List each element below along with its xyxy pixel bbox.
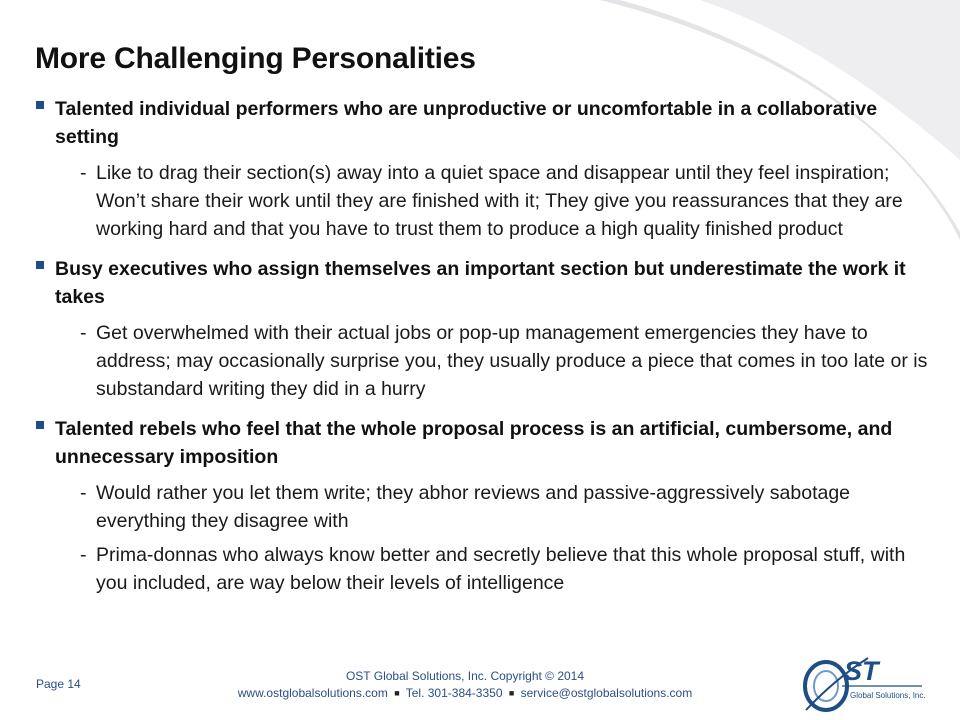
bullet-item [30, 415, 935, 597]
logo-sub-text: Global Solutions, Inc. [850, 691, 926, 700]
dash-marker: - [80, 482, 87, 504]
logo-main-text: ST [844, 656, 879, 686]
bullet-item [30, 255, 935, 403]
slide-title: More Challenging Personalities [35, 42, 476, 75]
page-number: Page 14 [36, 677, 81, 691]
dash-marker: - [80, 544, 87, 566]
bullet-text: Talented individual performers who are unproductive or uncomfortable in a collaborative setting [55, 98, 878, 148]
sub-item [55, 479, 935, 535]
ost-logo [798, 652, 928, 716]
separator-icon: ■ [394, 688, 400, 699]
dash-marker: - [80, 322, 87, 344]
sub-item [55, 319, 935, 403]
separator-icon: ■ [508, 688, 515, 699]
square-bullet-icon [36, 421, 44, 429]
square-bullet-icon [36, 261, 44, 269]
sub-item [55, 541, 935, 597]
sub-list [55, 479, 935, 597]
sub-list [55, 159, 935, 243]
sub-item-text: Get overwhelmed with their actual jobs or pop-up management emergencies they have to address; may occasionally surprise you, they usually produce a piece that comes in too late or is substandard writing they did in a hurry [96, 322, 928, 400]
square-bullet-icon [36, 101, 44, 109]
bullet-text: Busy executives who assign themselves an important section but underestimate the work it takes [55, 258, 906, 308]
bullet-item [30, 95, 935, 243]
sub-item-text: Would rather you let them write; they abhor reviews and passive-aggressively sabotage everything they disagree with [96, 482, 851, 532]
dash-marker: - [80, 162, 87, 184]
sub-item-text: Prima-donnas who always know better and secretly believe that this whole proposal stuff, with you included, are way below their levels of intelligence [96, 544, 906, 594]
sub-item-text: Like to drag their section(s) away into a quiet space and disappear until they feel inspiration; Won’t share their work until they are finished with it; They give you reassurances that they are working hard and that you have to trust them to produce a high quality finished product [96, 162, 903, 240]
footer-contact [195, 668, 735, 702]
bullet-text: Talented rebels who feel that the whole proposal process is an artificial, cumbersome, and unnecessary imposition [55, 418, 893, 468]
sub-item [55, 159, 935, 243]
bullet-list [30, 95, 935, 609]
email-link[interactable]: service@ostglobalsolutions.com [520, 686, 693, 700]
copyright-text: OST Global Solutions, Inc. Copyright © 2014 [345, 669, 585, 683]
sub-list [55, 319, 935, 403]
website-link[interactable]: www.ostglobalsolutions.com [237, 686, 388, 700]
contact-line [195, 685, 735, 702]
phone-text: Tel. 301-384-3350 [405, 686, 503, 700]
